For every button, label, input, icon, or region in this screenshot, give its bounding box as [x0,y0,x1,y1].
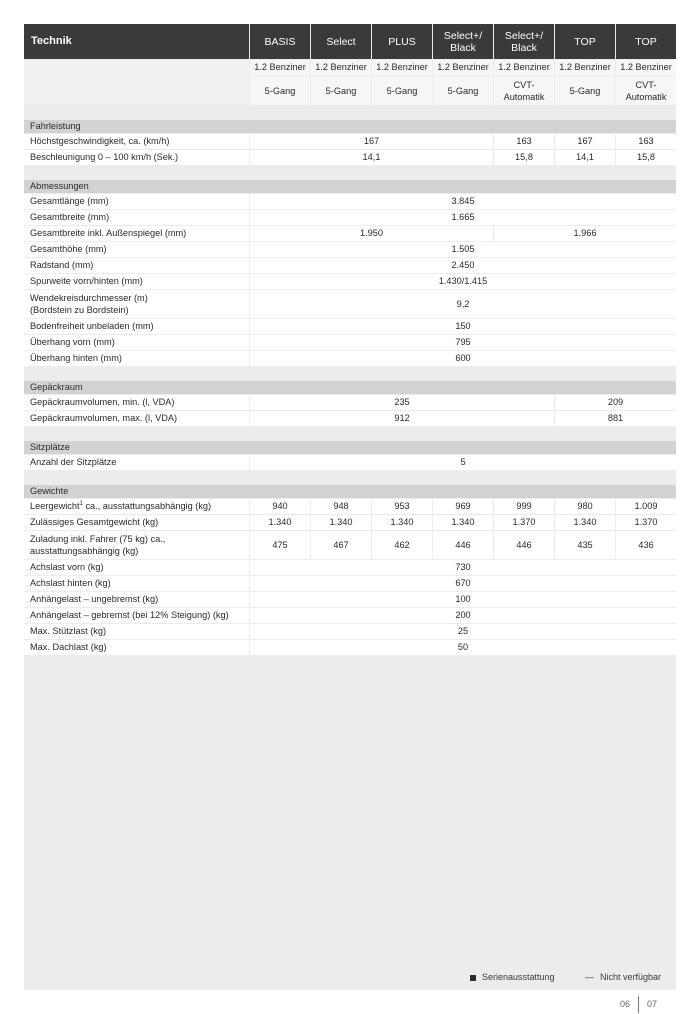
table-row [24,531,676,559]
value-cell: 200 [250,608,676,623]
section-gap [24,471,676,484]
value-cell: 1.340 [250,515,310,530]
value-cell: 1.340 [433,515,493,530]
section-gap [24,367,676,380]
model-header: TOP [555,24,615,59]
table-row [24,150,676,165]
section-title: Abmessungen [24,180,676,193]
table-row [24,455,676,470]
table-row [24,395,676,410]
row-label: Radstand (mm) [24,258,249,273]
value-cell: 1.370 [616,515,676,530]
value-cell: 167 [555,134,615,149]
row-label: Anhängelast – gebremst (bei 12% Steigung) (kg) [24,608,249,623]
row-label: Wendekreisdurchmesser (m) (Bordstein zu Bordstein) [24,290,249,318]
row-label: Überhang vorn (mm) [24,335,249,350]
row-label: Spurweite vorn/hinten (mm) [24,274,249,289]
value-cell: 150 [250,319,676,334]
footnote-marker: 1 [79,500,83,507]
header-spacer [24,60,249,105]
value-cell: 14,1 [250,150,493,165]
model-header: BASIS [250,24,310,59]
page-numbers [620,996,657,1013]
value-cell: 881 [555,411,676,426]
section-gap [24,427,676,440]
legend-standard [470,972,555,982]
table-title: Technik [24,24,249,59]
row-label: Achslast vorn (kg) [24,560,249,575]
page-number-left: 06 [620,999,631,1009]
table-row [24,242,676,257]
dash-icon: — [585,972,594,982]
value-cell: 940 [250,499,310,514]
transmission-cell: CVT- Automatik [494,76,554,105]
table-row [24,640,676,655]
table-row [24,319,676,334]
row-label: Max. Stützlast (kg) [24,624,249,639]
row-label: Max. Dachlast (kg) [24,640,249,655]
table-row [24,210,676,225]
value-cell: 163 [616,134,676,149]
value-cell: 795 [250,335,676,350]
transmission-cell: 5-Gang [555,76,615,105]
legend-na-label: Nicht verfügbar [600,972,662,982]
model-header-row [24,24,676,59]
table-row [24,335,676,350]
value-cell: 3.845 [250,194,676,209]
value-cell: 1.430/1.415 [250,274,676,289]
row-label: Höchstgeschwindigkeit, ca. (km/h) [24,134,249,149]
transmission-cell: 5-Gang [372,76,432,105]
engine-cell: 1.2 Benziner [372,60,432,75]
value-cell: 462 [372,531,432,559]
value-cell: 1.340 [555,515,615,530]
row-label: Gepäckraumvolumen, max. (l, VDA) [24,411,249,426]
value-cell: 467 [311,531,371,559]
value-cell: 235 [250,395,554,410]
row-label: Gepäckraumvolumen, min. (l, VDA) [24,395,249,410]
section-title: Sitzplätze [24,441,676,454]
row-label: Überhang hinten (mm) [24,351,249,366]
table-row [24,134,676,149]
model-header: Select+/ Black [494,24,554,59]
page-divider [638,996,639,1013]
technical-spec-table [23,23,677,656]
section-title: Fahrleistung [24,120,676,133]
value-cell: 446 [494,531,554,559]
value-cell: 163 [494,134,554,149]
engine-cell: 1.2 Benziner [311,60,371,75]
value-cell: 1.009 [616,499,676,514]
row-label: Leergewicht$^1$ ca., ausstattungsabhängig (kg) [24,499,249,514]
row-label: Beschleunigung 0 – 100 km/h (Sek.) [24,150,249,165]
value-cell: 25 [250,624,676,639]
row-label: Gesamtlänge (mm) [24,194,249,209]
value-cell: 600 [250,351,676,366]
table-row [24,411,676,426]
legend-not-available [585,972,661,982]
section-title: Gewichte [24,485,676,498]
value-cell: 9,2 [250,290,676,318]
value-cell: 1.370 [494,515,554,530]
value-cell: 15,8 [494,150,554,165]
spec-table-panel [24,24,676,990]
row-label: Zuladung inkl. Fahrer (75 kg) ca., ausstattungsabhängig (kg) [24,531,249,559]
table-row [24,560,676,575]
engine-cell: 1.2 Benziner [555,60,615,75]
value-cell: 948 [311,499,371,514]
value-cell: 1.966 [494,226,676,241]
value-cell: 670 [250,576,676,591]
engine-row [24,60,676,75]
value-cell: 14,1 [555,150,615,165]
value-cell: 167 [250,134,493,149]
row-label: Zulässiges Gesamtgewicht (kg) [24,515,249,530]
table-row [24,274,676,289]
engine-cell: 1.2 Benziner [250,60,310,75]
value-cell: 969 [433,499,493,514]
value-cell: 209 [555,395,676,410]
value-cell: 1.665 [250,210,676,225]
table-row [24,258,676,273]
engine-cell: 1.2 Benziner [616,60,676,75]
filled-square-icon [470,975,476,981]
value-cell: 475 [250,531,310,559]
row-label: Gesamthöhe (mm) [24,242,249,257]
table-row [24,624,676,639]
row-label: Gesamtbreite inkl. Außenspiegel (mm) [24,226,249,241]
row-label: Bodenfreiheit unbeladen (mm) [24,319,249,334]
table-row [24,592,676,607]
value-cell: 446 [433,531,493,559]
value-cell: 999 [494,499,554,514]
transmission-cell: 5-Gang [433,76,493,105]
table-row [24,608,676,623]
value-cell: 1.340 [372,515,432,530]
section-gap [24,166,676,179]
table-row [24,515,676,530]
value-cell: 436 [616,531,676,559]
table-row [24,499,676,514]
legend-standard-label: Serienausstattung [482,972,555,982]
model-header: PLUS [372,24,432,59]
row-label: Achslast hinten (kg) [24,576,249,591]
table-row [24,351,676,366]
engine-cell: 1.2 Benziner [494,60,554,75]
table-row [24,226,676,241]
table-row [24,576,676,591]
section-gap [24,106,676,119]
table-row [24,194,676,209]
section-title: Gepäckraum [24,381,676,394]
row-label: Gesamtbreite (mm) [24,210,249,225]
model-header: TOP [616,24,676,59]
value-cell: 2.450 [250,258,676,273]
value-cell: 435 [555,531,615,559]
value-cell: 1.505 [250,242,676,257]
model-header: Select+/ Black [433,24,493,59]
row-label: Anhängelast – ungebremst (kg) [24,592,249,607]
value-cell: 15,8 [616,150,676,165]
transmission-cell: 5-Gang [250,76,310,105]
value-cell: 1.950 [250,226,493,241]
value-cell: 5 [250,455,676,470]
value-cell: 1.340 [311,515,371,530]
row-label: Anzahl der Sitzplätze [24,455,249,470]
transmission-cell: 5-Gang [311,76,371,105]
engine-cell: 1.2 Benziner [433,60,493,75]
value-cell: 980 [555,499,615,514]
page-number-right: 07 [647,999,658,1009]
value-cell: 912 [250,411,554,426]
transmission-cell: CVT- Automatik [616,76,676,105]
value-cell: 50 [250,640,676,655]
value-cell: 730 [250,560,676,575]
value-cell: 953 [372,499,432,514]
value-cell: 100 [250,592,676,607]
model-header: Select [311,24,371,59]
table-row [24,290,676,318]
